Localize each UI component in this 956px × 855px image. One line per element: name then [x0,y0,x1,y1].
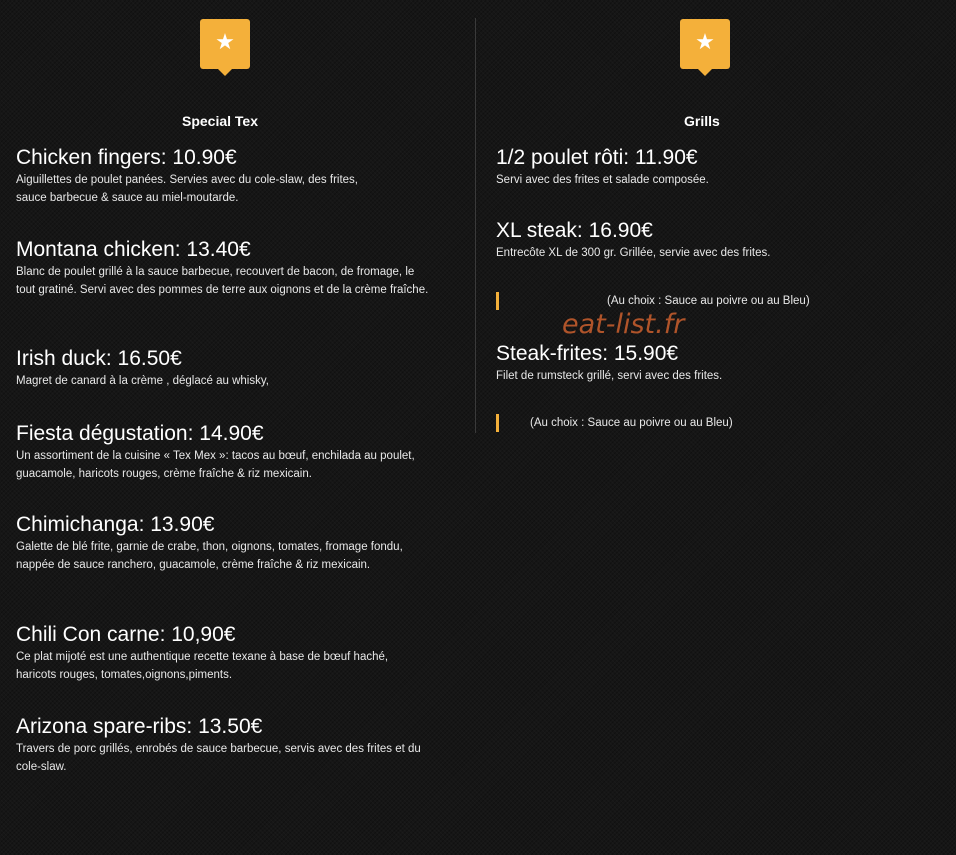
sauce-note-text: (Au choix : Sauce au poivre ou au Bleu) [530,417,733,429]
menu-item-description: Entrecôte XL de 300 gr. Grillée, servie avec des frites. [496,247,771,259]
grills-title: Grills [684,113,720,129]
menu-item-title: Arizona spare-ribs: 13.50€ [16,715,263,738]
menu-item [16,512,441,574]
menu-item [16,145,441,207]
menu-item [16,714,441,776]
menu-item-title: XL steak: 16.90€ [496,219,653,242]
menu-item-description: Galette de blé frite, garnie de crabe, thon, oignons, tomates, fromage fondu, nappée de sauce ranchero, guacamole, crème fraîche & riz mexicain. [16,541,403,571]
menu-item-description: Servi avec des frites et salade composée. [496,174,709,186]
star-icon: ★ [215,30,235,55]
menu-item-description: Blanc de poulet grillé à la sauce barbecue, recouvert de bacon, de fromage, le tout gratiné. Servi avec des pommes de terre aux oignons et de la crème fraîche. [16,266,429,296]
menu-item-description: Travers de porc grillés, enrobés de sauce barbecue, servis avec des frites et du cole-slaw. [16,743,421,773]
sauce-note [496,414,733,432]
menu-item [496,145,936,189]
menu-item-title: 1/2 poulet rôti: 11.90€ [496,146,698,169]
menu-item-title: Chicken fingers: 10.90€ [16,146,237,169]
menu-item-title: Chimichanga: 13.90€ [16,513,215,536]
menu-item-description: Aiguillettes de poulet panées. Servies avec du cole-slaw, des frites, sauce barbecue & sauce au miel-moutarde. [16,174,358,204]
menu-item [16,421,441,483]
menu-item [16,237,441,299]
menu-item-description: Ce plat mijoté est une authentique recette texane à base de bœuf haché, haricots rouges, tomates,oignons,piments. [16,651,389,681]
menu-item [16,622,441,684]
special-tex-badge [200,19,250,69]
menu-item-description: Magret de canard à la crème , déglacé au whisky, [16,375,269,387]
column-divider [475,18,476,433]
menu-item-description: Un assortiment de la cuisine « Tex Mex »: tacos au bœuf, enchilada au poulet, guacamole, haricots rouges, crème fraîche & riz mexicain. [16,450,415,480]
menu-item [16,346,441,390]
menu-item-title: Irish duck: 16.50€ [16,347,182,370]
sauce-note-text: (Au choix : Sauce au poivre ou au Bleu) [607,295,810,307]
special-tex-title: Special Tex [182,113,259,129]
menu-item-title: Fiesta dégustation: 14.90€ [16,422,264,445]
menu-item [496,341,936,385]
menu-item-description: Filet de rumsteck grillé, servi avec des frites. [496,370,723,382]
menu-item [496,218,936,262]
menu-item-title: Steak-frites: 15.90€ [496,342,679,365]
sauce-note [496,292,810,310]
menu-item-title: Montana chicken: 13.40€ [16,238,251,261]
star-icon: ★ [695,30,715,55]
grills-badge [680,19,730,69]
watermark: eat-list.fr [562,309,685,340]
menu-item-title: Chili Con carne: 10,90€ [16,623,236,646]
